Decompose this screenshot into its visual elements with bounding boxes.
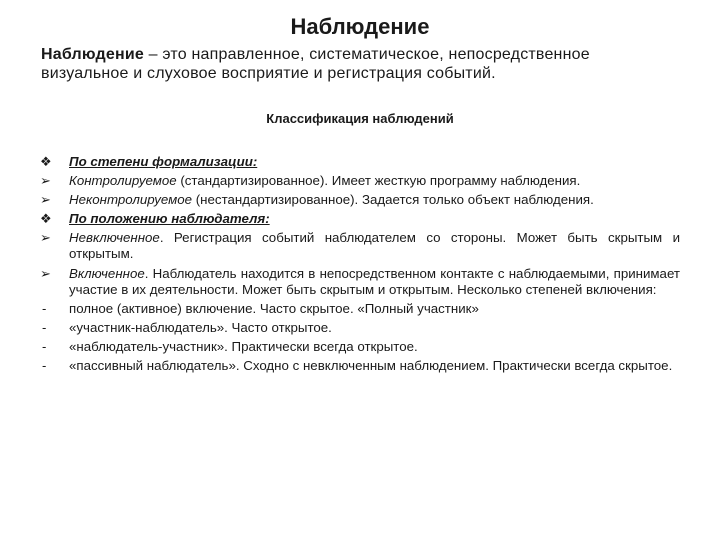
list-item-uncontrolled: [40, 192, 680, 208]
item-text: «пассивный наблюдатель». Сходно с невключенным наблюдением. Практически всегда скрытое.: [69, 358, 673, 373]
item-text: «наблюдатель-участник». Практически всегда открытое.: [69, 339, 418, 354]
page-title: Наблюдение: [290, 14, 430, 39]
list-item-participant: [40, 266, 680, 298]
definition-text: – это направленное, систематическое, непосредственное визуальное и слуховое восприятие и регистрация событий.: [41, 46, 590, 82]
arrow-bullet-icon: ➢: [40, 173, 51, 188]
definition-paragraph: [41, 45, 681, 83]
item-text: (стандартизированное). Имеет жесткую программу наблюдения.: [176, 173, 581, 188]
list-item-observer-participant: [40, 339, 680, 355]
diamond-bullet-icon: ❖: [40, 211, 52, 226]
arrow-bullet-icon: ➢: [40, 230, 51, 245]
list-item-non-participant: [40, 230, 680, 262]
definition-term: Наблюдение: [41, 46, 145, 63]
item-text: . Регистрация событий наблюдателем со стороны. Может быть скрытым и открытым.: [69, 230, 680, 261]
dash-bullet-icon: -: [42, 301, 47, 316]
dash-bullet-icon: -: [42, 358, 47, 373]
item-text: (нестандартизированное). Задается только объект наблюдения.: [192, 192, 594, 207]
dash-bullet-icon: -: [42, 339, 47, 354]
diamond-bullet-icon: ❖: [40, 154, 52, 169]
classification-list: [40, 154, 680, 374]
item-text: полное (активное) включение. Часто скрытое. «Полный участник»: [69, 301, 479, 316]
term-label: Неконтролируемое: [69, 192, 193, 207]
dash-bullet-icon: -: [42, 320, 47, 335]
term-label: Невключенное: [69, 230, 160, 245]
item-text: . Наблюдатель находится в непосредственном контакте с наблюдаемыми, принимает участие в их деятельности. Может быть скрытым и открытым. Несколько степеней включения:: [69, 266, 680, 297]
list-item-observer-position-category: [40, 211, 680, 227]
list-item-formalization-category: [40, 154, 680, 170]
term-label: Контролируемое: [69, 173, 177, 188]
section-heading: Классификация наблюдений: [266, 111, 454, 126]
arrow-bullet-icon: ➢: [40, 192, 51, 207]
term-label: Включенное: [69, 266, 145, 281]
arrow-bullet-icon: ➢: [40, 266, 51, 281]
list-item-full-inclusion: [40, 301, 680, 317]
list-item-passive-observer: [40, 358, 680, 374]
list-item-controlled: [40, 173, 680, 189]
item-text: «участник-наблюдатель». Часто открытое.: [69, 320, 332, 335]
list-item-participant-observer: [40, 320, 680, 336]
category-label: По положению наблюдателя:: [69, 211, 270, 226]
category-label: По степени формализации:: [69, 154, 258, 169]
